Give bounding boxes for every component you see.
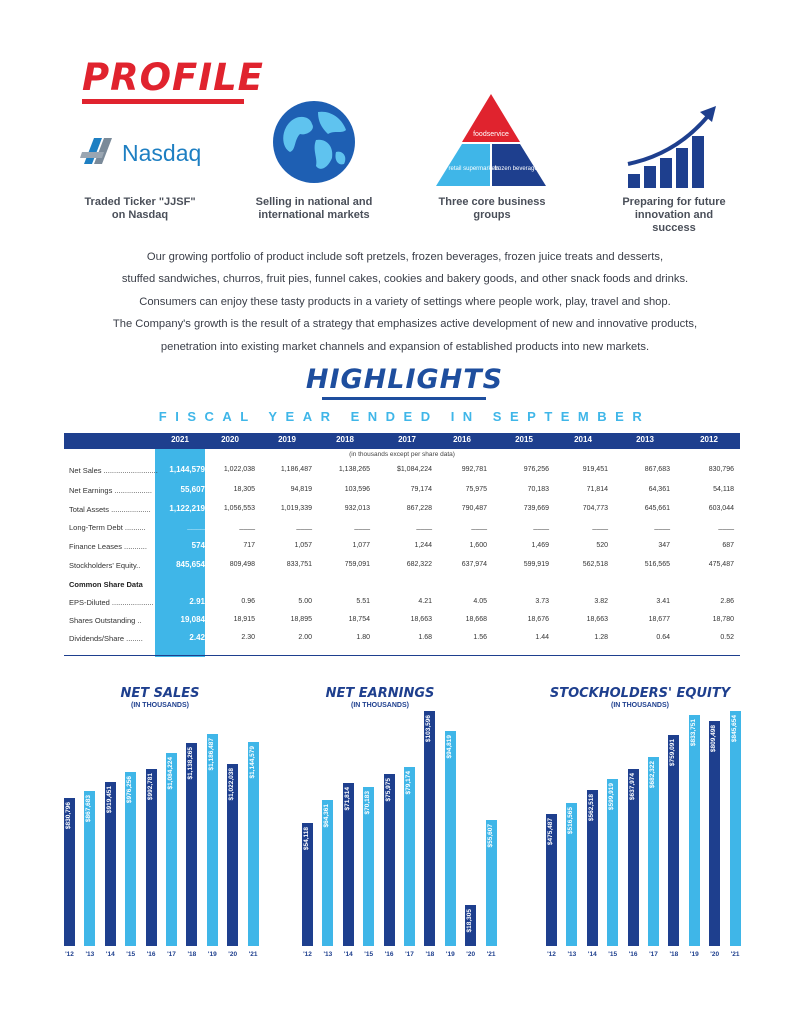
- table-cell: 739,669: [523, 505, 549, 512]
- intro-paragraph: [60, 246, 750, 358]
- table-cell: 1,138,265: [338, 466, 370, 473]
- table-cell: ____: [416, 523, 432, 530]
- globe-icon: [272, 100, 356, 184]
- year-header: 2019: [278, 435, 296, 444]
- table-cell: 3.41: [656, 598, 670, 605]
- bar-data-label: $475,487: [547, 817, 554, 846]
- row-label: Dividends/Share ........: [69, 634, 143, 643]
- feature-business-text: Three core business groups: [438, 196, 546, 221]
- table-cell: 830,796: [708, 466, 734, 473]
- x-tick-label: '12: [303, 951, 312, 958]
- highlights-title: HIGHLIGHTS: [305, 364, 504, 395]
- nasdaq-logo-icon: [80, 134, 122, 166]
- table-cell: 1.56: [473, 634, 487, 641]
- bar-data-label: $1,186,487: [207, 738, 215, 771]
- chart-bar: [709, 721, 720, 946]
- table-cell: 18,663: [410, 616, 432, 623]
- table-cell: 79,174: [410, 486, 432, 493]
- x-tick-label: '14: [105, 951, 115, 958]
- chart-bar: [689, 715, 700, 946]
- table-cell: 599,919: [523, 561, 549, 568]
- x-tick-label: '18: [187, 951, 197, 958]
- table-cell: 4.05: [473, 598, 487, 605]
- table-cell: 347: [658, 542, 670, 549]
- table-cell: 103,596: [344, 486, 370, 493]
- bar-data-label: $64,361: [323, 804, 331, 828]
- bar-data-label: $103,596: [425, 715, 433, 743]
- bar-data-label: $70,183: [364, 790, 372, 815]
- table-cell: 867,228: [406, 505, 432, 512]
- pyramid-label-left: retail supermarkets: [448, 166, 500, 172]
- table-cell: ____: [533, 523, 549, 530]
- x-tick-label: '18: [425, 951, 435, 958]
- table-cell: $1,084,224: [396, 466, 432, 473]
- x-tick-label: '15: [364, 951, 374, 958]
- table-cell: 976,256: [523, 466, 549, 473]
- bar-data-label: $637,974: [628, 772, 636, 800]
- table-cell: 574: [191, 541, 205, 550]
- table-cell: ____: [239, 523, 255, 530]
- table-cell: 18,668: [465, 616, 487, 623]
- table-cell: 4.21: [418, 598, 432, 605]
- x-tick-label: '19: [445, 951, 455, 958]
- table-cell: 682,322: [406, 561, 432, 568]
- chart-bar: [424, 711, 435, 946]
- x-tick-label: '20: [466, 951, 476, 958]
- bar-data-label: $562,518: [587, 793, 595, 821]
- table-cell: 0.96: [241, 598, 255, 605]
- fiscal-year-subtitle: FISCAL YEAR ENDED IN SEPTEMBER: [158, 409, 651, 424]
- table-cell: 1,122,219: [169, 504, 205, 513]
- table-cell: 71,814: [586, 486, 608, 493]
- bar-data-label: $1,022,038: [228, 767, 236, 801]
- table-note: (in thousands except per share data): [349, 451, 455, 458]
- table-cell: 64,361: [648, 486, 670, 493]
- row-label: Shares Outstanding ..: [69, 616, 142, 625]
- table-cell: 845,654: [176, 560, 205, 569]
- x-tick-label: '17: [649, 951, 658, 958]
- bar-data-label: $867,683: [85, 795, 93, 823]
- table-cell: 516,565: [644, 561, 670, 568]
- table-cell: 18,305: [233, 486, 255, 493]
- row-label: Total Assets ...................: [69, 505, 151, 514]
- x-tick-label: '16: [146, 951, 156, 958]
- table-cell: 2.42: [189, 633, 205, 642]
- pyramid-icon: [434, 92, 548, 188]
- x-tick-label: '13: [85, 951, 95, 958]
- table-cell: 833,751: [286, 561, 312, 568]
- feature-innovation-text: Preparing for future innovation and success: [622, 196, 726, 234]
- x-tick-label: '16: [384, 951, 394, 958]
- bar-data-label: $18,305: [466, 908, 474, 932]
- table-cell: 3.82: [594, 598, 608, 605]
- x-tick-label: '15: [126, 951, 136, 958]
- table-cell: ____: [654, 523, 670, 530]
- x-tick-label: '18: [669, 951, 679, 958]
- table-cell: 932,013: [344, 505, 370, 512]
- year-header: 2013: [636, 435, 654, 444]
- table-cell: 704,773: [582, 505, 608, 512]
- bar-data-label: $992,781: [146, 772, 154, 801]
- year-header: 2014: [574, 435, 592, 444]
- table-cell: ____: [471, 523, 487, 530]
- table-cell: ____: [592, 523, 608, 530]
- bar-data-label: $809,498: [710, 725, 718, 753]
- row-label: Finance Leases ...........: [69, 542, 147, 551]
- feature-markets-text: Selling in national and international markets: [255, 196, 373, 221]
- table-cell: 809,498: [229, 561, 255, 568]
- table-cell: 1,019,339: [280, 505, 312, 512]
- year-header: 2017: [398, 435, 416, 444]
- bar-data-label: $1,144,579: [248, 745, 256, 779]
- table-cell: 717: [243, 542, 255, 549]
- table-header: [64, 433, 740, 449]
- bar-data-label: $54,118: [303, 827, 310, 851]
- year-header: 2015: [515, 435, 533, 444]
- chart-bar: [668, 735, 679, 946]
- intro-line: Consumers can enjoy these tasty products in a variety of settings where people work, play, travel and shop.: [139, 295, 671, 308]
- intro-line: penetration into existing market channels and expansion of established products into new markets.: [160, 340, 650, 353]
- table-cell: ____: [296, 523, 312, 530]
- bar-data-label: $759,091: [669, 739, 677, 767]
- table-cell: 3.73: [535, 598, 549, 605]
- bar-data-label: $79,174: [405, 770, 412, 795]
- table-cell: 2.00: [298, 634, 312, 641]
- chart-bar: [445, 731, 456, 946]
- chart-title-net-earnings: NET EARNINGS: [325, 686, 435, 701]
- table-cell: 75,975: [465, 486, 487, 493]
- table-cell: 645,661: [644, 505, 670, 512]
- feature-nasdaq-text: Traded Ticker "JJSF" on Nasdaq: [84, 196, 196, 221]
- table-cell: 475,487: [708, 561, 734, 568]
- table-cell: 94,819: [290, 486, 312, 493]
- table-cell: 18,895: [290, 616, 312, 623]
- table-cell: ____: [187, 522, 205, 531]
- chart-title-net-sales: NET SALES: [120, 686, 200, 701]
- table-cell: 867,683: [644, 466, 670, 473]
- x-tick-label: '14: [587, 951, 597, 958]
- table-cell: 1,056,553: [223, 505, 255, 512]
- pyramid-label-right: frozen beverage: [494, 166, 538, 172]
- year-header: 2012: [700, 435, 718, 444]
- x-tick-label: '16: [628, 951, 638, 958]
- table-cell: 603,044: [708, 505, 734, 512]
- bar-data-label: $516,565: [567, 806, 575, 834]
- table-cell: 1,144,579: [169, 465, 205, 474]
- table-cell: 2.86: [720, 598, 734, 605]
- x-tick-label: '17: [405, 951, 414, 958]
- intro-line: The Company's growth is the result of a strategy that emphasizes active development of new and innovative products,: [112, 318, 698, 331]
- table-cell: 790,487: [461, 505, 487, 512]
- x-tick-label: '13: [567, 951, 577, 958]
- table-cell: 1,186,487: [280, 466, 312, 473]
- x-tick-label: '19: [207, 951, 217, 958]
- table-cell: 18,677: [648, 616, 670, 623]
- profile-underline: [82, 99, 244, 104]
- growth-chart-icon: [626, 104, 720, 188]
- x-tick-label: '15: [608, 951, 618, 958]
- row-label: Net Earnings ..................: [69, 486, 152, 495]
- table-cell: 54,118: [713, 486, 734, 493]
- x-tick-label: '20: [710, 951, 720, 958]
- nasdaq-logo-text: Nasdaq: [122, 140, 202, 166]
- x-tick-label: '21: [730, 951, 740, 958]
- table-cell: 18,663: [586, 616, 608, 623]
- highlight-column-2021: [155, 449, 205, 657]
- highlights-underline: [322, 397, 486, 400]
- bar-data-label: $1,138,265: [187, 747, 195, 780]
- table-cell: 1.68: [418, 634, 432, 641]
- x-tick-label: '12: [547, 951, 556, 958]
- table-cell: 1,469: [531, 542, 549, 549]
- bar-data-label: $75,975: [384, 777, 392, 802]
- table-cell: 18,915: [233, 616, 255, 623]
- table-cell: 55,607: [180, 485, 205, 494]
- bar-data-label: $845,654: [730, 715, 738, 743]
- table-cell: 1,057: [294, 542, 312, 549]
- row-label: Long-Term Debt ..........: [69, 523, 146, 532]
- table-cell: 759,091: [344, 561, 370, 568]
- table-cell: 1,077: [352, 542, 370, 549]
- table-cell: 1,600: [469, 542, 487, 549]
- profile-title: PROFILE: [82, 56, 264, 99]
- bar-data-label: $94,819: [445, 735, 453, 759]
- table-cell: 520: [596, 542, 608, 549]
- table-cell: 18,676: [527, 616, 549, 623]
- table-cell: 1.28: [594, 634, 608, 641]
- row-label: Stockholders' Equity..: [69, 561, 141, 570]
- chart-title-stockholders-equity: STOCKHOLDERS' EQUITY: [549, 686, 731, 701]
- table-cell: 687: [722, 542, 734, 549]
- bar-data-label: $833,751: [689, 718, 697, 746]
- table-cell: 637,974: [461, 561, 487, 568]
- row-label: EPS-Diluted ....................: [69, 598, 154, 607]
- bar-data-label: $55,607: [486, 823, 494, 848]
- table-cell: 992,781: [461, 466, 487, 473]
- bar-data-label: $599,919: [608, 783, 616, 811]
- intro-line: Our growing portfolio of product include soft pretzels, frozen beverages, frozen juice treats and desserts,: [146, 251, 664, 263]
- table-cell: 18,780: [712, 616, 734, 623]
- x-tick-label: '20: [228, 951, 238, 958]
- year-header: 2020: [221, 435, 239, 444]
- table-cell: 19,084: [180, 615, 205, 624]
- x-tick-label: '19: [689, 951, 699, 958]
- x-tick-label: '17: [167, 951, 176, 958]
- table-cell: 5.00: [298, 598, 312, 605]
- chart-subtitle-net-sales: (IN THOUSANDS): [131, 702, 189, 709]
- bar-data-label: $919,451: [105, 786, 113, 814]
- table-cell: 5.51: [356, 598, 370, 605]
- table-cell: 919,451: [582, 466, 608, 473]
- row-label: Common Share Data: [69, 580, 143, 589]
- chart-subtitle-net-earnings: (IN THOUSANDS): [351, 702, 409, 709]
- x-tick-label: '13: [323, 951, 333, 958]
- year-header: 2018: [336, 435, 354, 444]
- table-cell: 1.80: [356, 634, 370, 641]
- x-tick-label: '14: [343, 951, 353, 958]
- table-bottom-rule: [64, 655, 740, 656]
- bar-data-label: $682,322: [649, 760, 656, 788]
- bar-data-label: $976,256: [126, 775, 134, 804]
- bar-data-label: $830,796: [65, 801, 72, 829]
- x-tick-label: '12: [65, 951, 74, 958]
- x-tick-label: '21: [248, 951, 258, 958]
- bar-data-label: $1,084,224: [167, 756, 174, 790]
- year-header: 2016: [453, 435, 471, 444]
- table-cell: 70,183: [527, 486, 549, 493]
- table-cell: 562,518: [582, 561, 608, 568]
- table-cell: 0.52: [720, 634, 734, 641]
- table-cell: 1,244: [414, 542, 432, 549]
- pyramid-label-top: foodservice: [473, 131, 509, 138]
- table-cell: 18,754: [348, 616, 370, 623]
- table-cell: 0.64: [656, 634, 670, 641]
- table-cell: 2.30: [241, 634, 255, 641]
- chart-subtitle-stockholders-equity: (IN THOUSANDS): [611, 702, 669, 709]
- chart-bar: [730, 711, 741, 946]
- table-cell: ____: [718, 523, 734, 530]
- table-cell: 1.44: [535, 634, 549, 641]
- intro-line: stuffed sandwiches, churros, fruit pies, funnel cakes, cookies and bakery goods, and other snack foods and drinks.: [121, 273, 689, 286]
- x-tick-label: '21: [486, 951, 496, 958]
- table-cell: ____: [354, 523, 370, 530]
- row-label: Net Sales ..........................: [69, 466, 158, 475]
- table-cell: 1,022,038: [223, 466, 255, 473]
- year-header: 2021: [171, 435, 189, 444]
- table-cell: 2.91: [189, 597, 205, 606]
- bar-data-label: $71,814: [343, 787, 351, 811]
